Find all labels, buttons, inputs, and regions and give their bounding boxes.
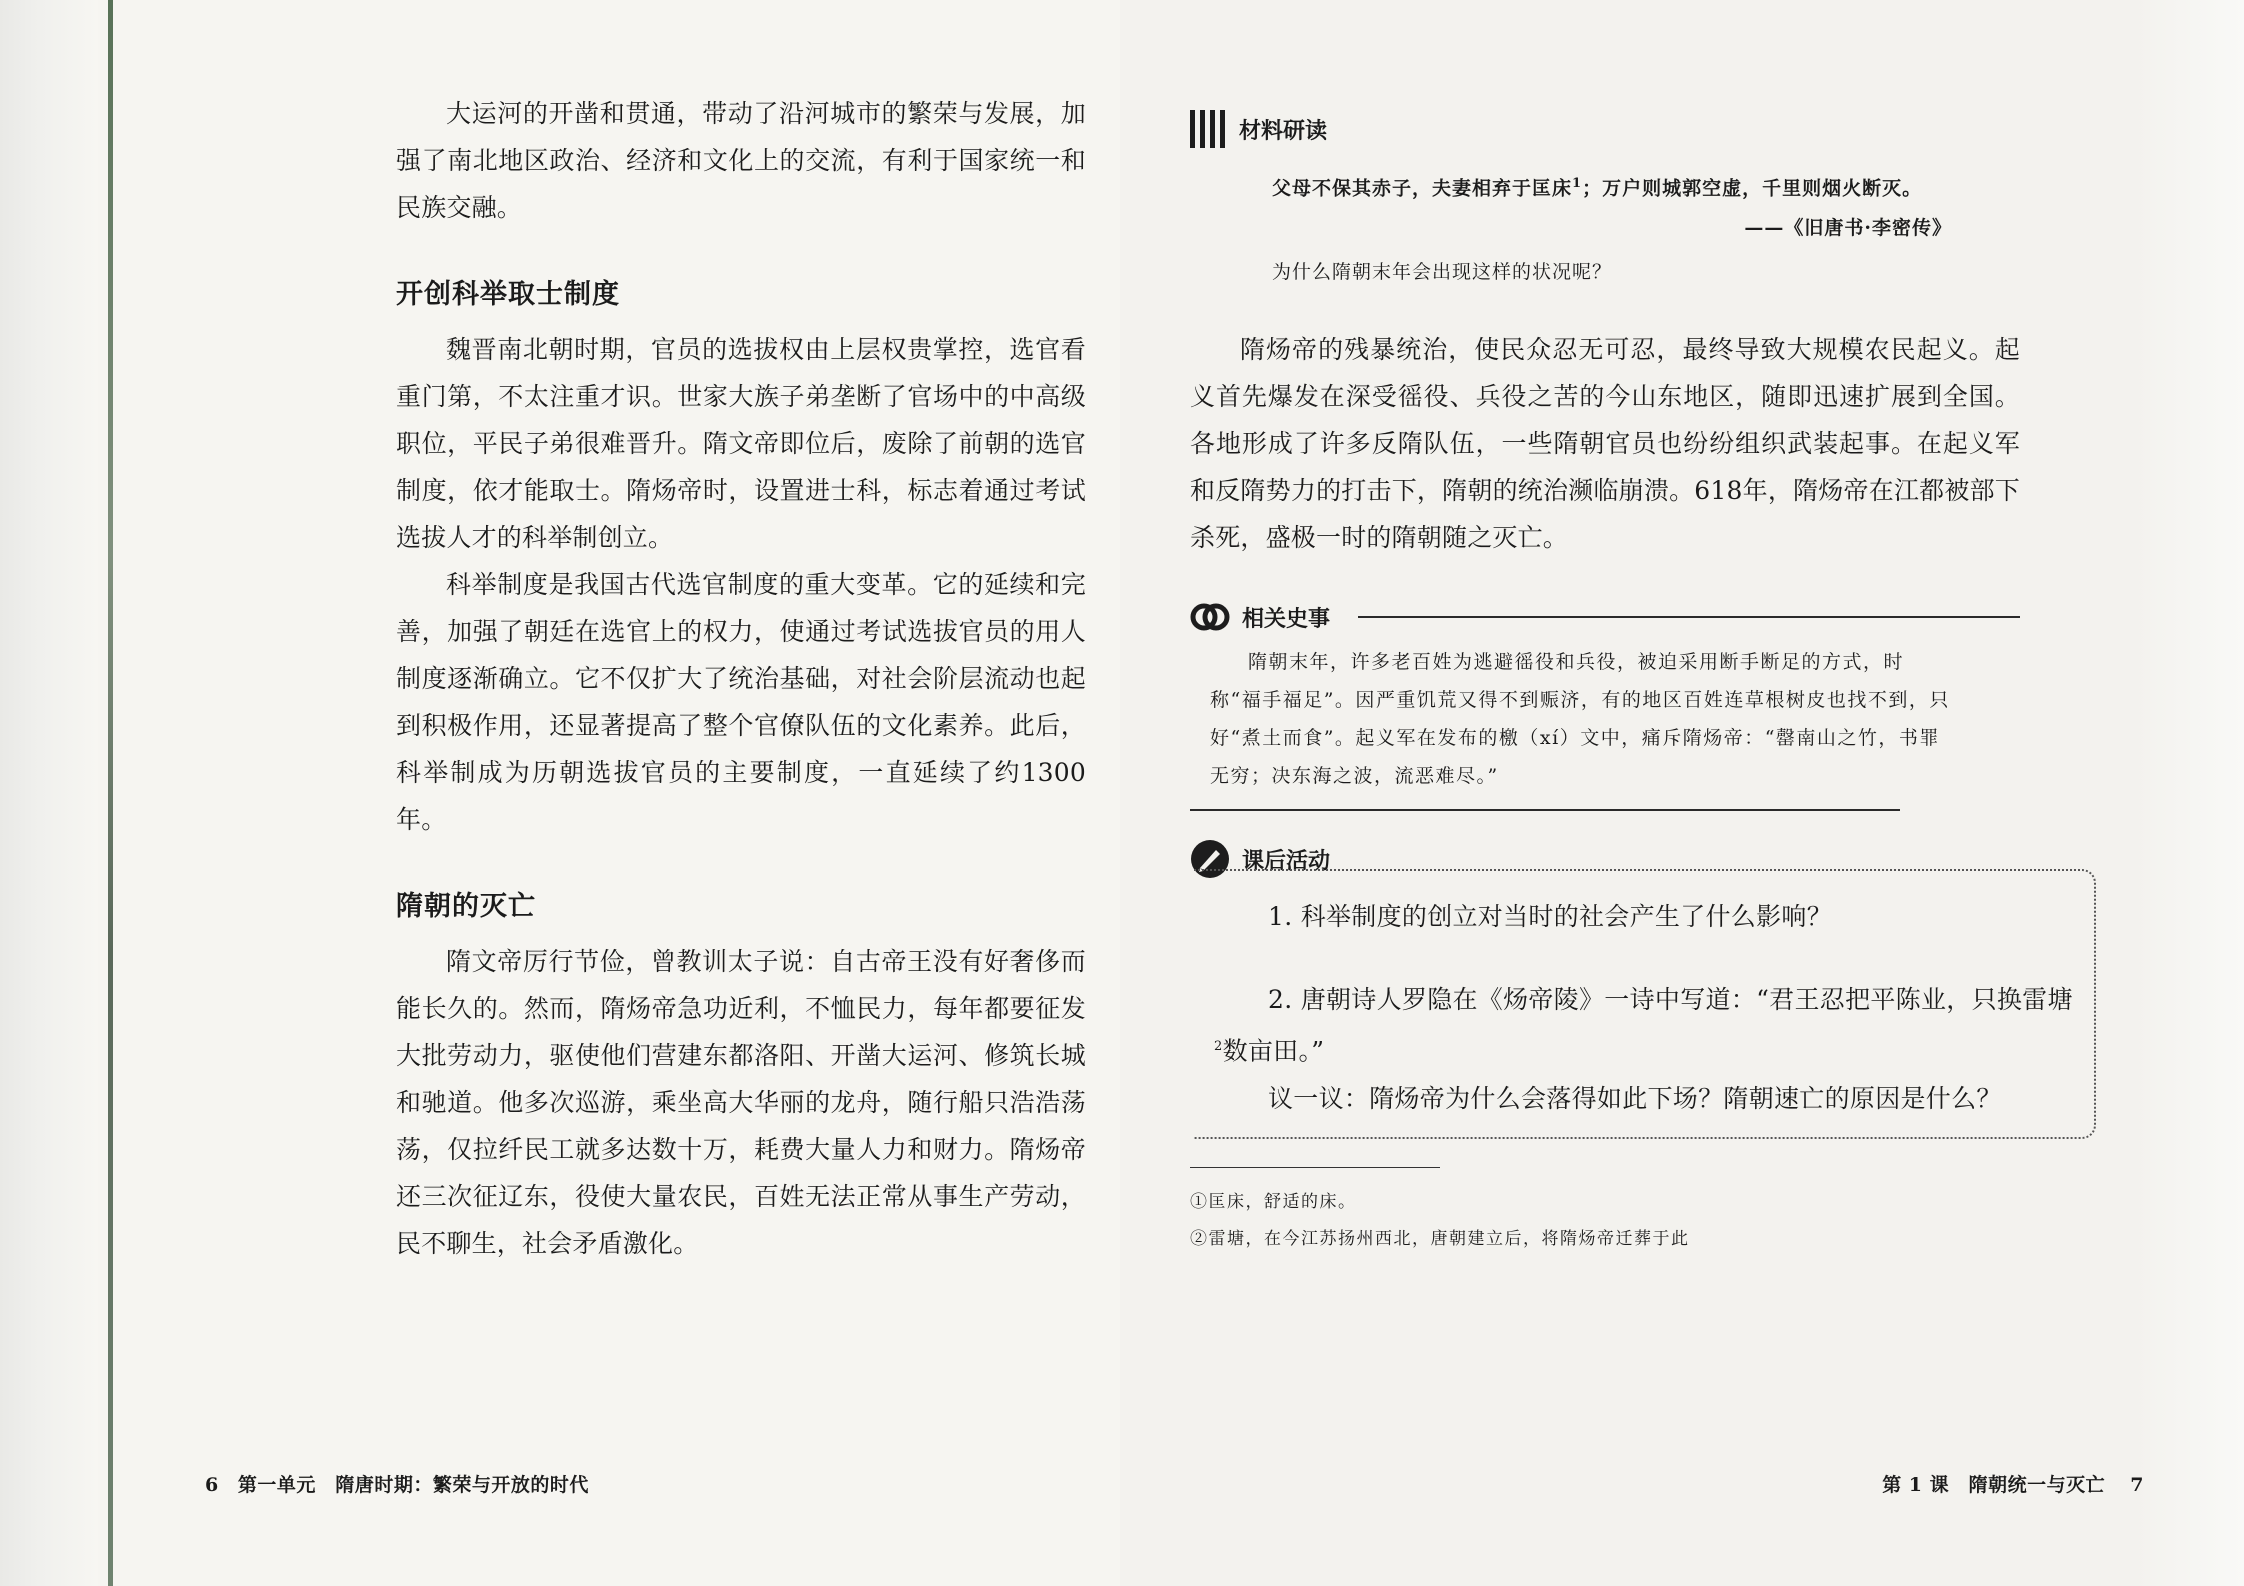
left-page-footer [205, 1470, 589, 1497]
right-page [1120, 0, 2244, 1586]
activity-discussion: 议一议：隋炀帝为什么会落得如此下场？隋朝速亡的原因是什么？ [1268, 1083, 2002, 1113]
material-question: 为什么隋朝末年会出现这样的状况呢？ [1272, 261, 1613, 284]
activity-question-2: 2. 唐朝诗人罗隐在《炀帝陵》一诗中写道：“君王忍把平陈业，只换雷塘$^2$数亩田。” [1214, 985, 2073, 1066]
related-history-box [1210, 643, 1950, 795]
paragraph-keju-2: 科举制度是我国古代选官制度的重大变革。它的延续和完善，加强了朝廷在选官上的权力，使通过考试选拔官员的用人制度逐渐确立。它不仅扩大了统治基础，对社会阶层流动也起到积极作用，还显著提高了整个官僚队伍的文化素养。此后，科举制成为历朝选拔官员的主要制度，一直延续了约1300年。 [396, 570, 1086, 834]
paragraph-keju-1: 魏晋南北朝时期，官员的选拔权由上层权贵掌控，选官看重门第，不太注重才识。世家大族子弟垄断了官场中的中高级职位，平民子弟很难晋升。隋文帝即位后，废除了前朝的选官制度，依才能取士。隋炀帝时，设置进士科，标志着通过考试选拔人才的科举制创立。 [396, 335, 1086, 552]
related-history-icon [1190, 597, 1230, 637]
activity-question-1: 1. 科举制度的创立对当时的社会产生了什么影响？ [1268, 902, 1833, 932]
section-title-keju: 开创科举取士制度 [396, 279, 620, 310]
paragraph-uprising: 隋炀帝的残暴统治，使民众忍无可忍，最终导致大规模农民起义。起义首先爆发在深受徭役、兵役之苦的今山东地区，随即迅速扩展到全国。各地形成了许多反隋队伍，一些隋朝官员也纷纷组织武装起事。在起义军和反隋势力的打击下，隋朝的统治濒临崩溃。618年，隋炀帝在江都被部下杀死，盛极一时的隋朝随之灭亡。 [1190, 335, 2020, 553]
right-text-column [1190, 110, 2073, 1258]
related-history-rule [1358, 616, 2020, 618]
page-edge-right [2134, 0, 2244, 1586]
footnote-2: ②雷塘，在今江苏扬州西北，唐朝建立后，将隋炀帝迁葬于此 [1190, 1229, 1690, 1250]
material-quote: 父母不保其赤子，夫妻相弃于匡床$^1$；万户则城郭空虚，千里则烟火断灭。 [1272, 176, 1923, 200]
page-number-left: 6 [205, 1474, 219, 1496]
running-head-right: 第 1 课 隋朝统一与灭亡 [1882, 1474, 2106, 1496]
material-source: ——《旧唐书·李密传》 [1744, 217, 1952, 240]
footnote-rule [1190, 1167, 1440, 1168]
footnotes [1190, 1184, 2020, 1258]
material-box-header [1190, 110, 2020, 148]
binding-edge [108, 0, 113, 1586]
material-bars-icon [1190, 110, 1225, 148]
related-history-text: 隋朝末年，许多老百姓为逃避徭役和兵役，被迫采用断手断足的方式，时称“福手福足”。因严重饥荒又得不到赈济，有的地区百姓连草根树皮也找不到，只好“煮土而食”。起义军在发布的檄（xí）文中，痛斥隋炀帝：“罄南山之竹，书罪无穷；决东海之波，流恶难尽。” [1210, 651, 1950, 788]
paragraph-canal: 大运河的开凿和贯通，带动了沿河城市的繁荣与发展，加强了南北地区政治、经济和文化上的交流，有利于国家统一和民族交融。 [396, 99, 1086, 222]
running-head-left: 第一单元 隋唐时期：繁荣与开放的时代 [237, 1474, 589, 1496]
page-number-right: 7 [2130, 1474, 2144, 1496]
footnote-1: ①匡床，舒适的床。 [1190, 1192, 1357, 1213]
activity-box [1194, 869, 2096, 1139]
section-title-fall: 隋朝的灭亡 [396, 891, 536, 922]
right-page-footer [1882, 1470, 2144, 1497]
paragraph-fall-1: 隋文帝厉行节俭，曾教训太子说：自古帝王没有好奢侈而能长久的。然而，隋炀帝急功近利，不恤民力，每年都要征发大批劳动力，驱使他们营建东都洛阳、开凿大运河、修筑长城和驰道。他多次巡游，乘坐高大华丽的龙舟，随行船只浩浩荡荡，仅拉纤民工就多达数十万，耗费大量人力和财力。隋炀帝还三次征辽东，役使大量农民，百姓无法正常从事生产劳动，民不聊生，社会矛盾激化。 [396, 947, 1086, 1258]
related-history-header [1190, 597, 2020, 637]
related-history-bottom-rule [1190, 809, 1900, 811]
activity-title: 课后活动 [1242, 848, 1331, 874]
left-page [0, 0, 1120, 1586]
left-text-column [396, 90, 1086, 1267]
material-title: 材料研读 [1239, 118, 1328, 144]
binding-shadow [0, 0, 98, 1586]
related-history-title: 相关史事 [1242, 606, 1331, 632]
material-box [1234, 164, 1952, 292]
